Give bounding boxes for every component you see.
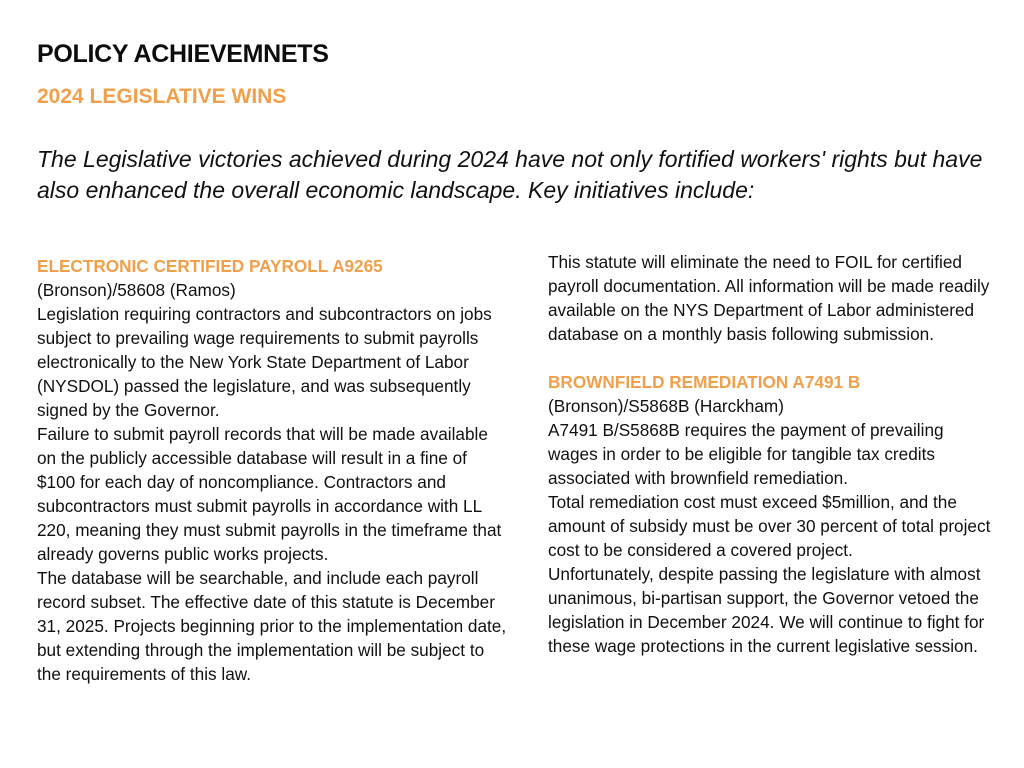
- section-paragraph: Failure to submit payroll records that will be made available on the publicly accessible database will result in a fine of $100 for each day of noncompliance. Contractors and subcontractors must submit payrolls in accordance with LL 220, meaning they must submit payrolls in the timeframe that already governs public works projects.: [37, 424, 502, 564]
- right-column: [548, 250, 993, 658]
- section-paragraph: Total remediation cost must exceed $5million, and the amount of subsidy must be over 30 percent of total project cost to be considered a covered project.: [548, 492, 991, 560]
- page-title: POLICY ACHIEVEMNETS: [37, 40, 329, 68]
- intro-paragraph: The Legislative victories achieved during 2024 have not only fortified workers' rights but have also enhanced the overall economic landscape. Key initiatives include:: [37, 146, 983, 203]
- section-paragraph: A7491 B/S5868B requires the payment of prevailing wages in order to be eligible for tangible tax credits associated with brownfield remediation.: [548, 420, 944, 488]
- left-column: [37, 254, 507, 686]
- section-paragraph: The database will be searchable, and include each payroll record subset. The effective date of this statute is December 31, 2025. Projects beginning prior to the implementation date, but extending through the implementation will be subject to the requirements of this law.: [37, 568, 507, 684]
- section-sponsors: (Bronson)/S5868B (Harckham): [548, 396, 784, 416]
- section-heading-electronic-payroll: ELECTRONIC CERTIFIED PAYROLL A9265: [37, 256, 383, 276]
- continuation-paragraph: This statute will eliminate the need to FOIL for certified payroll documentation. All information will be made readily available on the NYS Department of Labor administered database on a monthly basis following submission.: [548, 252, 990, 344]
- section-heading-brownfield: BROWNFIELD REMEDIATION A7491 B: [548, 372, 861, 392]
- section-paragraph: Unfortunately, despite passing the legislature with almost unanimous, bi-partisan support, the Governor vetoed the legislation in December 2024. We will continue to fight for these wage protections in the current legislative session.: [548, 564, 985, 656]
- section-paragraph: Legislation requiring contractors and subcontractors on jobs subject to prevailing wage requirements to submit payrolls electronically to the New York State Department of Labor (NYSDOL) passed the legislature, and was subsequently signed by the Governor.: [37, 304, 492, 420]
- section-sponsors: (Bronson)/58608 (Ramos): [37, 280, 236, 300]
- page-subtitle: 2024 LEGISLATIVE WINS: [37, 85, 287, 108]
- paragraph-spacer: [548, 346, 993, 370]
